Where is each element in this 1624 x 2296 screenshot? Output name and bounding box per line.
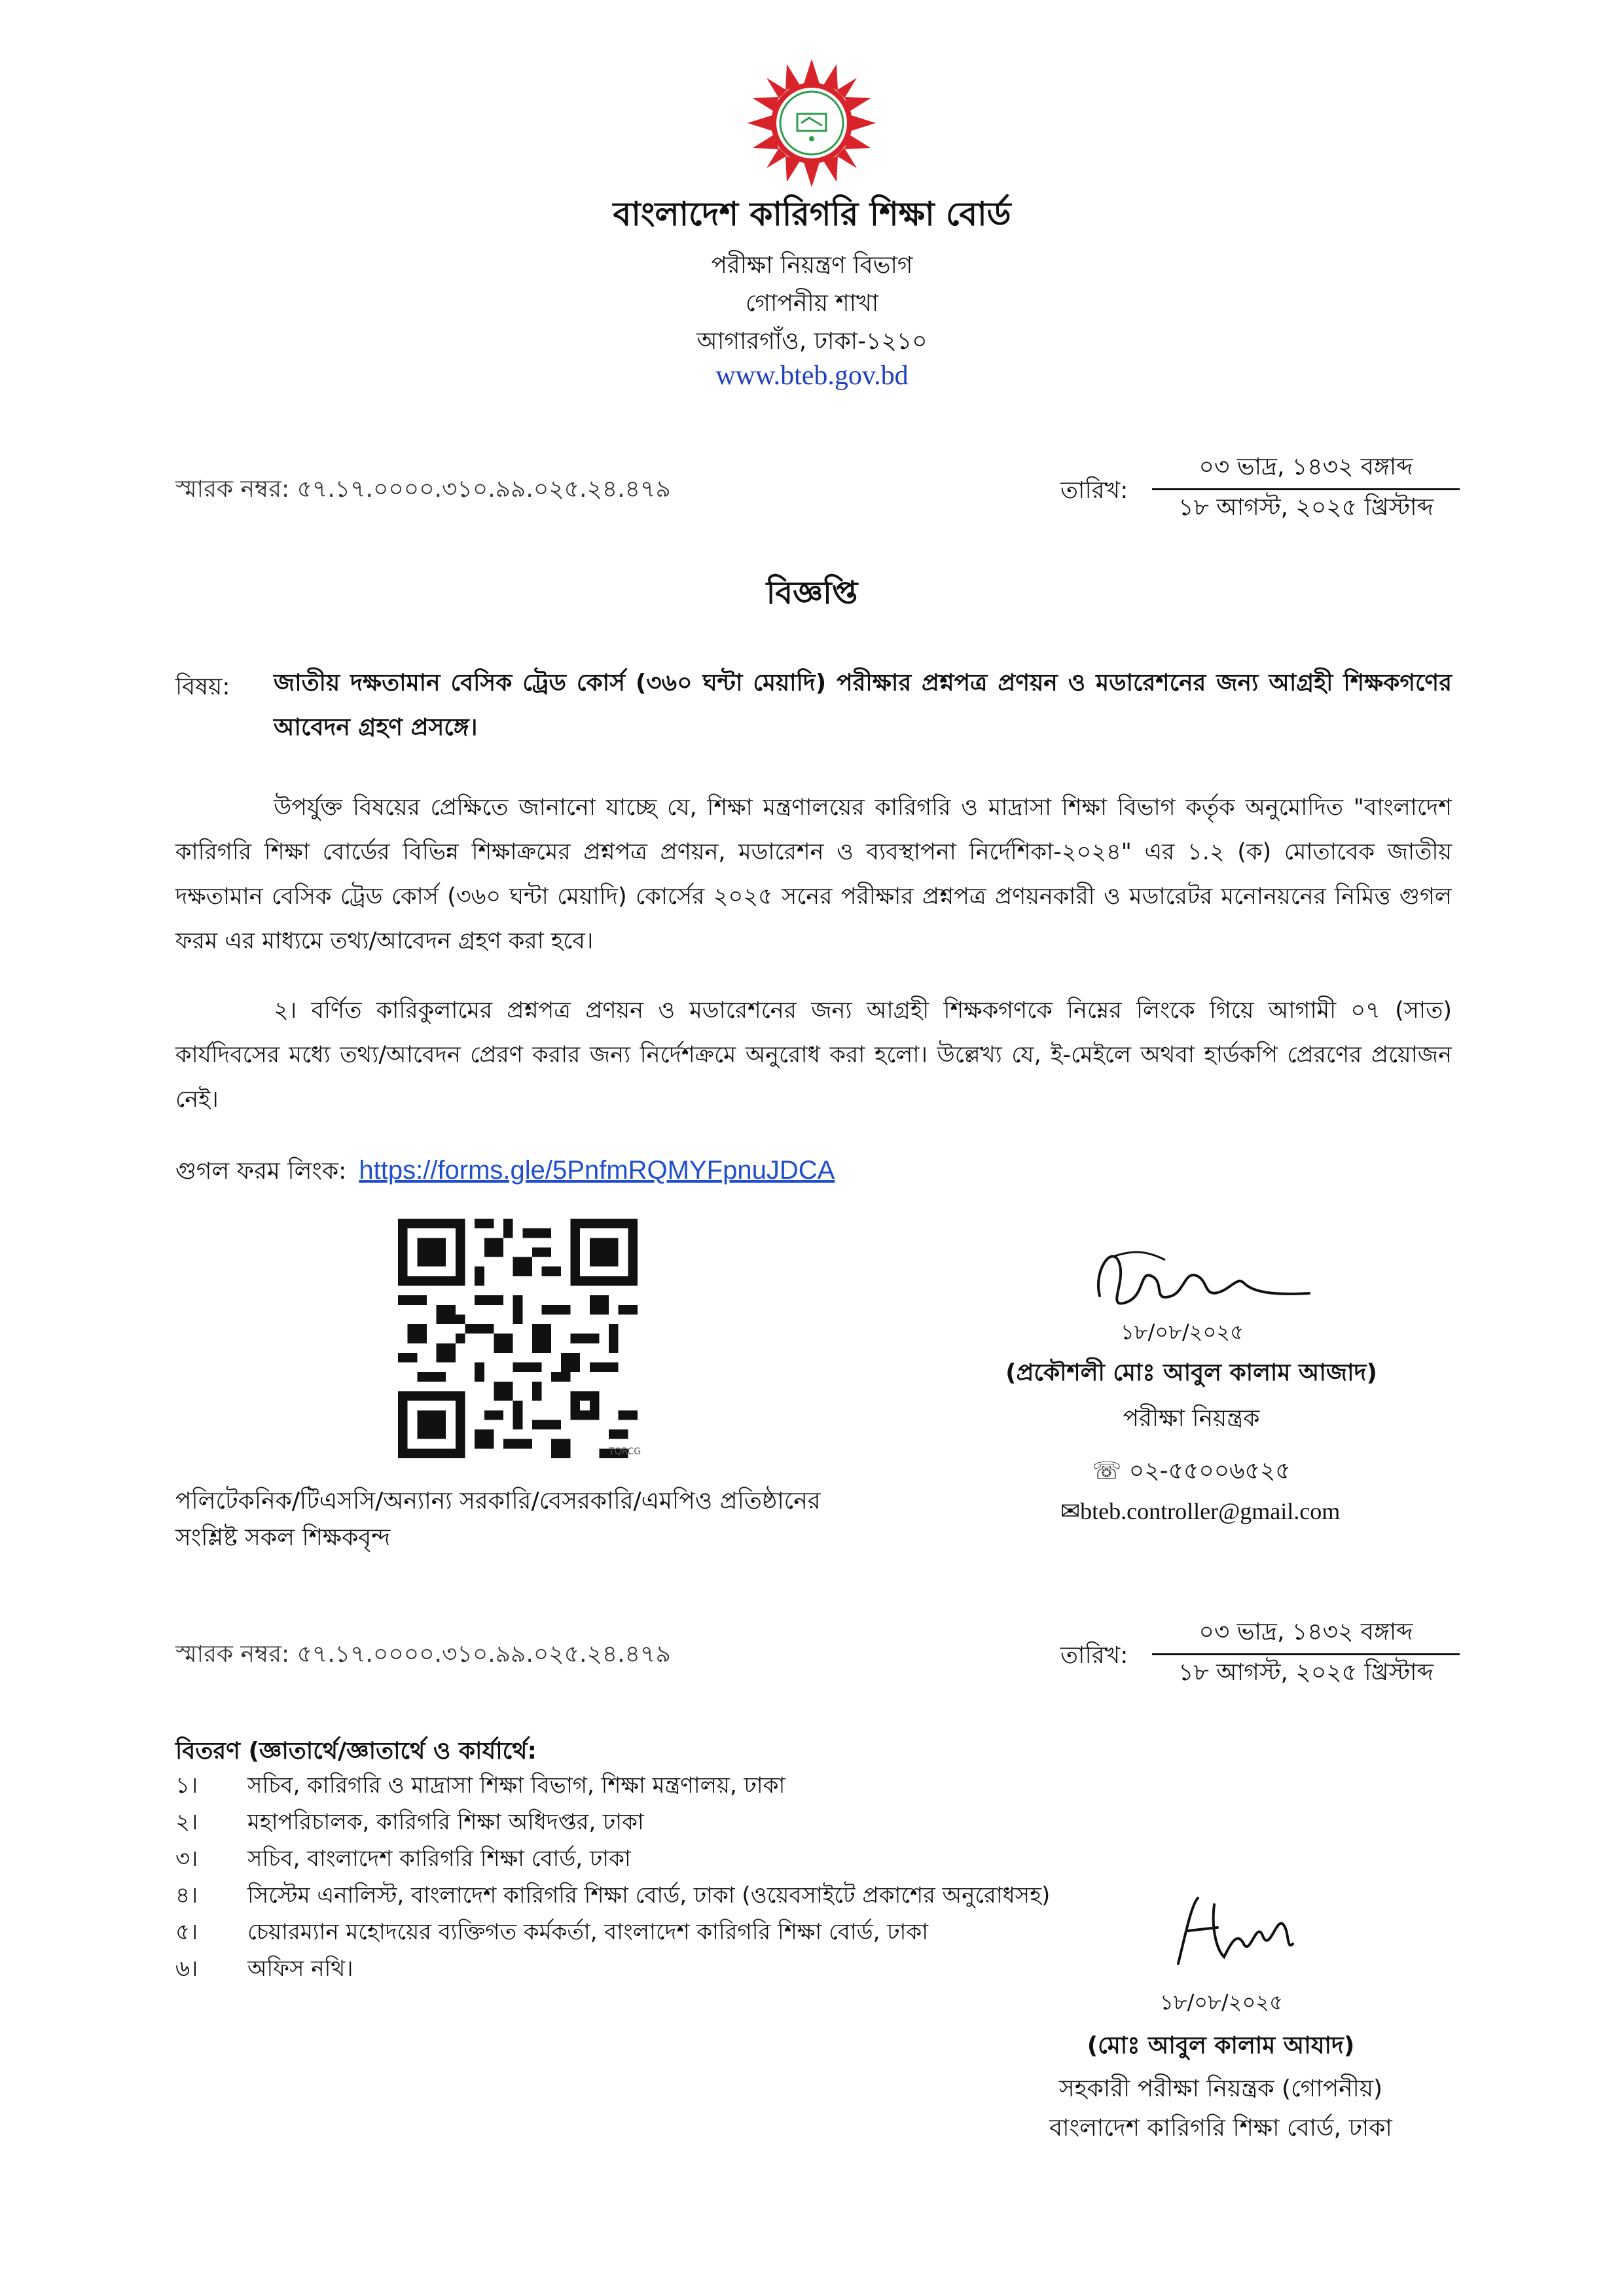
list-item-number: ১। bbox=[175, 1772, 198, 1799]
date-english: ১৮ আগস্ট, ২০২৫ খ্রিস্টাব্দ bbox=[1178, 494, 1434, 521]
list-item-text: মহাপরিচালক, কারিগরি শিক্ষা অধিদপ্তর, ঢাকা bbox=[247, 1809, 644, 1835]
email-icon: ✉ bbox=[1060, 1498, 1081, 1524]
notice-title: বিজ্ঞপ্তি bbox=[766, 575, 858, 611]
subject-text: জাতীয় দক্ষতামান বেসিক ট্রেড কোর্স (৩৬০ ঘন্টা মেয়াদি) পরীক্ষার প্রশ্নপত্র প্রণয়ন ও মডারেশনের জন্য আগ্রহী শিক্ষকগণের আবেদন গ্রহণ প্রসঙ্গে। bbox=[274, 670, 1452, 741]
recipients-line-2: সংশ্লিষ্ট সকল শিক্ষকবৃন্দ bbox=[175, 1524, 391, 1551]
form-link-row bbox=[175, 1153, 835, 1193]
section: গোপনীয় শাখা bbox=[745, 290, 879, 317]
list-item-number: ৩। bbox=[175, 1846, 198, 1872]
list-item-text: সচিব, কারিগরি ও মাদ্রাসা শিক্ষা বিভাগ, শিক্ষা মন্ত্রণালয়, ঢাকা bbox=[247, 1772, 785, 1799]
qr-caption: TQRCG bbox=[609, 1446, 641, 1457]
website-link[interactable]: www.bteb.gov.bd bbox=[715, 361, 909, 391]
subject-label: বিষয়: bbox=[175, 673, 230, 700]
signer2-date: ১৮/০৮/২০২৫ bbox=[1160, 1990, 1283, 2015]
list-item-text: অফিস নথি। bbox=[247, 1956, 353, 1982]
signer1-name: (প্রকৌশলী মোঃ আবুল কালাম আজাদ) bbox=[1005, 1359, 1377, 1386]
list-item-number: ৫। bbox=[175, 1919, 198, 1945]
list-item-text: চেয়ারম্যান মহোদয়ের ব্যক্তিগত কর্মকর্তা, বাংলাদেশ কারিগরি শিক্ষা বোর্ড, ঢাকা bbox=[247, 1919, 929, 1945]
signer1-designation: পরীক্ষা নিয়ন্ত্রক bbox=[1123, 1405, 1260, 1432]
distribution-heading: বিতরণ (জ্ঞাতার্থে/জ্ঞাতার্থে ও কার্যার্থে: bbox=[175, 1738, 537, 1765]
telephone-icon: ☏ bbox=[1092, 1458, 1122, 1484]
signer1-email[interactable]: bteb.controller@gmail.com bbox=[1080, 1498, 1341, 1524]
org-name: বাংলাদেশ কারিগরি শিক্ষা বোর্ড bbox=[613, 195, 1011, 233]
list-item-number: ৪। bbox=[175, 1882, 198, 1909]
signer2-designation: সহকারী পরীক্ষা নিয়ন্ত্রক (গোপনীয়) bbox=[1058, 2075, 1383, 2102]
signer1-phone: ০২-৫৫০০৬৫২৫ bbox=[1128, 1458, 1291, 1484]
signature-2 bbox=[1152, 1878, 1309, 1977]
paragraph-1: উপর্যুক্ত বিষয়ের প্রেক্ষিতে জানানো যাচ্ছে যে, শিক্ষা মন্ত্রণালয়ের কারিগরি ও মাদ্রাসা শিক্ষা বিভাগ কর্তৃক অনুমোদিত "বাংলাদেশ কারিগরি শিক্ষা বোর্ডের বিভিন্ন শিক্ষাক্রমের প্রশ্নপত্র প্রণয়ন, মডারেশন ও ব্যবস্থাপনা নির্দেশিকা-২০২৪" এর ১.২ (ক) মোতাবেক জাতীয় দক্ষতামান বেসিক ট্রেড কোর্স (৩৬০ ঘন্টা মেয়াদি) কোর্সের ২০২৫ সনের পরীক্ষার প্রশ্নপত্র প্রণয়নকারী ও মডারেটর মনোনয়নের নিমিত্ত গুগল ফরম এর মাধ্যমে তথ্য/আবেদন গ্রহণ করা হবে। bbox=[175, 795, 1452, 954]
list-item-text: সিস্টেম এনালিস্ট, বাংলাদেশ কারিগরি শিক্ষা বোর্ড, ঢাকা (ওয়েবসাইটে প্রকাশের অনুরোধসহ) bbox=[247, 1882, 1051, 1909]
memo-ref-2: স্মারক নম্বর: ৫৭.১৭.০০০০.৩১০.৯৯.০২৫.২৪.৪৭৯ bbox=[175, 1641, 671, 1668]
qr-code[interactable] bbox=[398, 1219, 638, 1458]
date-bangla: ০৩ ভাদ্র, ১৪৩২ বঙ্গাব্দ bbox=[1152, 449, 1460, 490]
paragraph-2: ২। বর্ণিত কারিকুলামের প্রশ্নপত্র প্রণয়ন ও মডারেশনের জন্য আগ্রহী শিক্ষকগণকে নিম্নের লিংকে গিয়ে আগামী ০৭ (সাত) কার্যদিবসের মধ্যে তথ্য/আবেদন প্রেরণ করার জন্য নির্দেশক্রমে অনুরোধ করা হলো। উল্লেখ্য যে, ই-মেইলে অথবা হার্ডকপি প্রেরণের প্রয়োজন নেই। bbox=[175, 997, 1452, 1113]
signer1-email-row bbox=[1060, 1498, 1340, 1525]
address: আগারগাঁও, ঢাকা-১২১০ bbox=[696, 328, 928, 355]
list-item-number: ২। bbox=[175, 1809, 198, 1835]
signature-1 bbox=[1074, 1230, 1322, 1329]
date-label-2: তারিখ: bbox=[1060, 1642, 1128, 1669]
form-link-label: গুগল ফরম লিংক: bbox=[175, 1158, 347, 1185]
list-item-text: সচিব, বাংলাদেশ কারিগরি শিক্ষা বোর্ড, ঢাকা bbox=[247, 1846, 631, 1872]
bteb-logo bbox=[746, 58, 877, 188]
memo-ref: স্মারক নম্বর: ৫৭.১৭.০০০০.৩১০.৯৯.০২৫.২৪.৪৭৯ bbox=[175, 476, 671, 503]
date-english-2: ১৮ আগস্ট, ২০২৫ খ্রিস্টাব্দ bbox=[1178, 1659, 1434, 1686]
recipients-line-1: পলিটেকনিক/টিএসসি/অন্যান্য সরকারি/বেসরকারি/এমপিও প্রতিষ্ঠানের bbox=[175, 1488, 821, 1515]
form-link-url[interactable]: https://forms.gle/5PnfmRQMYFpnuJDCA bbox=[359, 1156, 835, 1185]
signer1-phone-row bbox=[969, 1453, 1414, 1492]
signer2-name: (মোঃ আবুল কালাম আযাদ) bbox=[1087, 2032, 1355, 2059]
department: পরীক্ষা নিয়ন্ত্রণ বিভাগ bbox=[711, 252, 913, 279]
list-item-number: ৬। bbox=[175, 1956, 198, 1982]
signer2-org: বাংলাদেশ কারিগরি শিক্ষা বোর্ড, ঢাকা bbox=[1049, 2115, 1392, 2142]
date-bangla-2: ০৩ ভাদ্র, ১৪৩২ বঙ্গাব্দ bbox=[1152, 1614, 1460, 1655]
date-label: তারিখ: bbox=[1060, 477, 1128, 504]
signer1-date: ১৮/০৮/২০২৫ bbox=[1121, 1319, 1244, 1344]
